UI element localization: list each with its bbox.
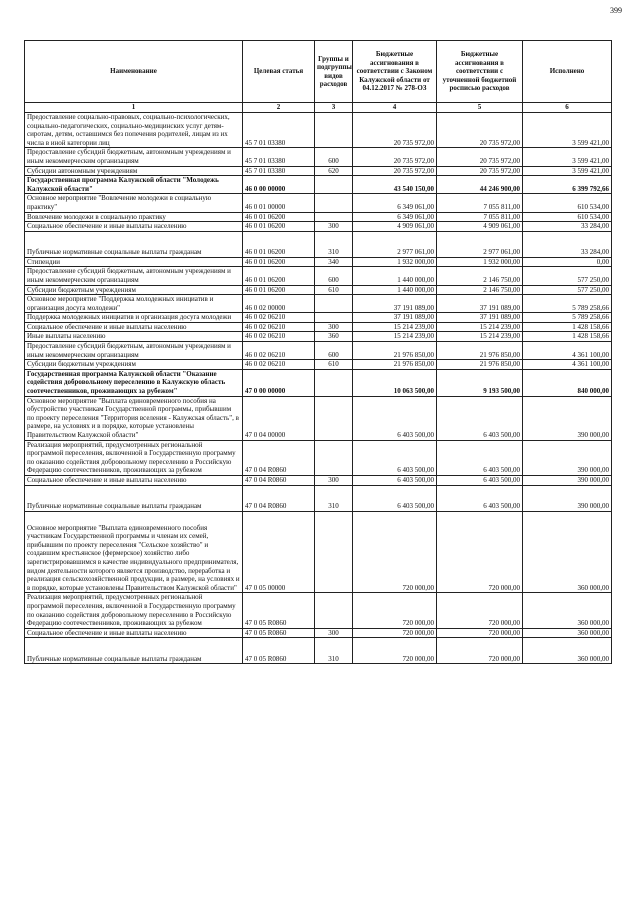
row-done-amount: 3 599 421,00: [523, 166, 612, 176]
row-plan-amount: 6 403 500,00: [437, 440, 523, 475]
row-law-amount: 6 403 500,00: [353, 475, 437, 485]
row-group: [315, 212, 353, 222]
row-name: Публичные нормативные социальные выплаты гражданам: [25, 485, 243, 511]
row-law-amount: 6 349 061,00: [353, 212, 437, 222]
row-name: Предоставление социально-правовых, социально-психологических, социально-педагогических, социально-медицинских услуг детям-сиротам, детям, оставшимся без попечения родителей, лицам из их числа в иной категории лиц: [25, 113, 243, 148]
row-done-amount: 33 284,00: [523, 231, 612, 257]
row-name: Стипендии: [25, 257, 243, 267]
row-name: Социальное обеспечение и иные выплаты населению: [25, 222, 243, 232]
row-plan-amount: 6 403 500,00: [437, 396, 523, 440]
row-plan-amount: 2 146 750,00: [437, 285, 523, 295]
row-done-amount: 390 000,00: [523, 396, 612, 440]
row-law-amount: 6 403 500,00: [353, 485, 437, 511]
table-row: [25, 231, 612, 257]
row-law-amount: 720 000,00: [353, 628, 437, 638]
row-law-amount: 2 977 061,00: [353, 231, 437, 257]
table-row: [25, 485, 612, 511]
row-name: Субсидии автономным учреждениям: [25, 166, 243, 176]
row-plan-amount: 2 146 750,00: [437, 267, 523, 285]
row-plan-amount: 720 000,00: [437, 638, 523, 664]
row-done-amount: 3 599 421,00: [523, 148, 612, 166]
row-done-amount: 4 361 100,00: [523, 342, 612, 360]
row-group: [315, 396, 353, 440]
row-done-amount: 610 534,00: [523, 212, 612, 222]
row-done-amount: 4 361 100,00: [523, 360, 612, 370]
row-done-amount: 610 534,00: [523, 194, 612, 212]
row-law-amount: 720 000,00: [353, 593, 437, 628]
row-plan-amount: 37 191 089,00: [437, 313, 523, 323]
table-row: [25, 593, 612, 628]
header-done: Исполнено: [523, 41, 612, 103]
row-group: 610: [315, 360, 353, 370]
budget-table: [24, 40, 612, 664]
row-name: Основное мероприятие "Выплата единовременного пособия на обустройство участникам Государственной программы, прибывшим по проекту переселения "Территория вселения - Калужская область", в размере, на условиях и в порядке, которые установлены Правительством Калужской области": [25, 396, 243, 440]
row-law-amount: 20 735 972,00: [353, 166, 437, 176]
row-name: Реализация мероприятий, предусмотренных региональной программой переселения, включенной в Государственную программу по оказанию содействия добровольному переселению в Российскую Федерацию соотечественников, проживающих за рубежом: [25, 440, 243, 475]
row-plan-amount: 1 932 000,00: [437, 257, 523, 267]
row-name: Субсидии бюджетным учреждениям: [25, 360, 243, 370]
row-code: 46 0 01 06200: [243, 212, 315, 222]
table-row: [25, 212, 612, 222]
table-row: [25, 396, 612, 440]
row-group: [315, 194, 353, 212]
row-group: 310: [315, 485, 353, 511]
row-code: 46 0 02 00000: [243, 295, 315, 313]
column-number: 5: [437, 103, 523, 113]
table-row: [25, 194, 612, 212]
row-done-amount: 577 250,00: [523, 267, 612, 285]
table-row: [25, 176, 612, 194]
row-done-amount: 5 789 258,66: [523, 313, 612, 323]
row-plan-amount: 20 735 972,00: [437, 148, 523, 166]
row-code: 45 7 01 03380: [243, 166, 315, 176]
row-done-amount: 360 000,00: [523, 638, 612, 664]
row-done-amount: 3 599 421,00: [523, 113, 612, 148]
row-name: Иные выплаты населению: [25, 332, 243, 342]
table-row: [25, 475, 612, 485]
row-done-amount: 0,00: [523, 257, 612, 267]
row-law-amount: 10 063 500,00: [353, 369, 437, 396]
row-name: Социальное обеспечение и иные выплаты населению: [25, 628, 243, 638]
row-law-amount: 6 403 500,00: [353, 396, 437, 440]
row-name: Социальное обеспечение и иные выплаты населению: [25, 475, 243, 485]
row-plan-amount: 9 193 500,00: [437, 369, 523, 396]
row-plan-amount: 7 055 811,00: [437, 194, 523, 212]
row-done-amount: 360 000,00: [523, 593, 612, 628]
column-number: 6: [523, 103, 612, 113]
row-law-amount: 720 000,00: [353, 511, 437, 593]
table-row: [25, 166, 612, 176]
row-code: 47 0 05 R0860: [243, 628, 315, 638]
row-group: [315, 440, 353, 475]
row-plan-amount: 6 403 500,00: [437, 485, 523, 511]
row-done-amount: 840 000,00: [523, 369, 612, 396]
row-plan-amount: 21 976 850,00: [437, 360, 523, 370]
row-plan-amount: 2 977 061,00: [437, 231, 523, 257]
row-name: Государственная программа Калужской области "Молодежь Калужской области": [25, 176, 243, 194]
row-code: 47 0 00 00000: [243, 369, 315, 396]
row-law-amount: 37 191 089,00: [353, 295, 437, 313]
row-law-amount: 20 735 972,00: [353, 148, 437, 166]
row-name: Субсидии бюджетным учреждениям: [25, 285, 243, 295]
header-group: Группы и подгруппы видов расходов: [315, 41, 353, 103]
row-law-amount: 1 440 000,00: [353, 267, 437, 285]
header-plan: Бюджетные ассигнования в соответствии с уточненной бюджетной росписью расходов: [437, 41, 523, 103]
header-law: Бюджетные ассигнования в соответствии с Законом Калужской области от 04.12.2017 № 278-ОЗ: [353, 41, 437, 103]
table-row: [25, 113, 612, 148]
row-name: Основное мероприятие "Вовлечение молодежи в социальную практику": [25, 194, 243, 212]
table-body: [25, 113, 612, 664]
row-law-amount: 21 976 850,00: [353, 360, 437, 370]
row-group: 600: [315, 342, 353, 360]
table-row: [25, 267, 612, 285]
table-row: [25, 628, 612, 638]
row-plan-amount: 20 735 972,00: [437, 166, 523, 176]
table-row: [25, 285, 612, 295]
row-plan-amount: 6 403 500,00: [437, 475, 523, 485]
row-code: 47 0 05 R0860: [243, 593, 315, 628]
row-name: Предоставление субсидий бюджетным, автономным учреждениям и иным некоммерческим организациям: [25, 267, 243, 285]
row-name: Социальное обеспечение и иные выплаты населению: [25, 322, 243, 332]
row-law-amount: 6 403 500,00: [353, 440, 437, 475]
table-row: [25, 511, 612, 593]
row-group: 310: [315, 638, 353, 664]
row-group: 620: [315, 166, 353, 176]
row-plan-amount: 7 055 811,00: [437, 212, 523, 222]
row-name: Реализация мероприятий, предусмотренных региональной программой переселения, включенной в Государственную программу по оказанию содействия добровольному переселению в Российскую Федерацию соотечественников, проживающих за рубежом: [25, 593, 243, 628]
table-row: [25, 148, 612, 166]
row-code: 46 0 02 06210: [243, 322, 315, 332]
row-done-amount: 5 789 258,66: [523, 295, 612, 313]
row-group: 300: [315, 475, 353, 485]
row-done-amount: 1 428 158,66: [523, 332, 612, 342]
row-plan-amount: 21 976 850,00: [437, 342, 523, 360]
row-group: 360: [315, 332, 353, 342]
table-row: [25, 360, 612, 370]
row-name: Поддержка молодежных инициатив и организация досуга молодежи: [25, 313, 243, 323]
row-group: 310: [315, 231, 353, 257]
table-row: [25, 332, 612, 342]
row-code: 47 0 04 R0860: [243, 440, 315, 475]
row-law-amount: 15 214 239,00: [353, 322, 437, 332]
row-plan-amount: 20 735 972,00: [437, 113, 523, 148]
row-done-amount: 390 000,00: [523, 440, 612, 475]
table-row: [25, 313, 612, 323]
row-plan-amount: 720 000,00: [437, 628, 523, 638]
row-code: 46 0 02 06210: [243, 360, 315, 370]
row-group: [315, 313, 353, 323]
row-law-amount: 6 349 061,00: [353, 194, 437, 212]
row-group: 600: [315, 148, 353, 166]
row-name: Предоставление субсидий бюджетным, автономным учреждениям и иным некоммерческим организациям: [25, 342, 243, 360]
row-group: 610: [315, 285, 353, 295]
row-group: 300: [315, 322, 353, 332]
row-law-amount: 37 191 089,00: [353, 313, 437, 323]
row-plan-amount: 4 909 061,00: [437, 222, 523, 232]
row-done-amount: 360 000,00: [523, 511, 612, 593]
row-code: 46 0 01 06200: [243, 285, 315, 295]
row-law-amount: 20 735 972,00: [353, 113, 437, 148]
row-done-amount: 1 428 158,66: [523, 322, 612, 332]
row-name: Публичные нормативные социальные выплаты гражданам: [25, 638, 243, 664]
row-group: 340: [315, 257, 353, 267]
row-law-amount: 1 440 000,00: [353, 285, 437, 295]
row-done-amount: 390 000,00: [523, 475, 612, 485]
table-row: [25, 369, 612, 396]
row-done-amount: 33 284,00: [523, 222, 612, 232]
table-row: [25, 322, 612, 332]
row-law-amount: 720 000,00: [353, 638, 437, 664]
row-group: [315, 113, 353, 148]
row-group: [315, 369, 353, 396]
header-code: Целевая статья: [243, 41, 315, 103]
column-number: 2: [243, 103, 315, 113]
row-code: 47 0 04 R0860: [243, 475, 315, 485]
column-number-row: [25, 103, 612, 113]
row-name: Вовлечение молодежи в социальную практику: [25, 212, 243, 222]
row-group: 300: [315, 628, 353, 638]
row-code: 47 0 04 R0860: [243, 485, 315, 511]
row-code: 47 0 05 00000: [243, 511, 315, 593]
row-law-amount: 15 214 239,00: [353, 332, 437, 342]
row-code: 46 0 02 06210: [243, 332, 315, 342]
row-code: 47 0 05 R0860: [243, 638, 315, 664]
row-plan-amount: 720 000,00: [437, 593, 523, 628]
row-code: 45 7 01 03380: [243, 148, 315, 166]
row-code: 46 0 01 06200: [243, 257, 315, 267]
row-done-amount: 390 000,00: [523, 485, 612, 511]
row-plan-amount: 37 191 089,00: [437, 295, 523, 313]
row-code: 46 0 01 06200: [243, 231, 315, 257]
row-plan-amount: 44 246 900,00: [437, 176, 523, 194]
row-code: 46 0 00 00000: [243, 176, 315, 194]
row-group: 300: [315, 222, 353, 232]
column-number: 4: [353, 103, 437, 113]
row-law-amount: 21 976 850,00: [353, 342, 437, 360]
table-row: [25, 257, 612, 267]
page-number: 399: [610, 6, 622, 15]
row-group: [315, 176, 353, 194]
table-row: [25, 440, 612, 475]
row-code: 46 0 01 06200: [243, 222, 315, 232]
row-code: 47 0 04 00000: [243, 396, 315, 440]
row-group: 600: [315, 267, 353, 285]
row-law-amount: 43 540 150,00: [353, 176, 437, 194]
row-code: 46 0 01 06200: [243, 267, 315, 285]
column-number: 3: [315, 103, 353, 113]
row-code: 46 0 01 00000: [243, 194, 315, 212]
row-code: 46 0 02 06210: [243, 342, 315, 360]
row-law-amount: 1 932 000,00: [353, 257, 437, 267]
row-name: Публичные нормативные социальные выплаты гражданам: [25, 231, 243, 257]
row-group: [315, 295, 353, 313]
row-name: Основное мероприятие "Выплата единовременного пособия участникам Государственной программы и членам их семей, прибывшим по проекту переселения "Сельское хозяйство" и создавшим крестьянское (фермерское) хозяйство либо зарегистрировавшимся в качестве индивидуального предпринимателя, видом деятельности которого является производство, переработка и реализация сельскохозяйственной продукции, в размере, на условиях и в порядке, которые установлены Правительством Калужской области": [25, 511, 243, 593]
row-name: Предоставление субсидий бюджетным, автономным учреждениям и иным некоммерческим организациям: [25, 148, 243, 166]
row-done-amount: 360 000,00: [523, 628, 612, 638]
row-plan-amount: 15 214 239,00: [437, 332, 523, 342]
table-row: [25, 295, 612, 313]
row-done-amount: 577 250,00: [523, 285, 612, 295]
row-plan-amount: 15 214 239,00: [437, 322, 523, 332]
row-plan-amount: 720 000,00: [437, 511, 523, 593]
row-code: 46 0 02 06210: [243, 313, 315, 323]
row-done-amount: 6 399 792,66: [523, 176, 612, 194]
header-name: Наименование: [25, 41, 243, 103]
table-row: [25, 638, 612, 664]
column-number: 1: [25, 103, 243, 113]
row-name: Основное мероприятие "Поддержка молодежных инициатив и организация досуга молодежи": [25, 295, 243, 313]
table-header-row: [25, 41, 612, 103]
row-group: [315, 593, 353, 628]
row-law-amount: 4 909 061,00: [353, 222, 437, 232]
row-name: Государственная программа Калужской области "Оказание содействия добровольному переселению в Калужскую область соотечественников, проживающих за рубежом": [25, 369, 243, 396]
row-code: 45 7 01 03380: [243, 113, 315, 148]
table-row: [25, 222, 612, 232]
row-group: [315, 511, 353, 593]
table-row: [25, 342, 612, 360]
